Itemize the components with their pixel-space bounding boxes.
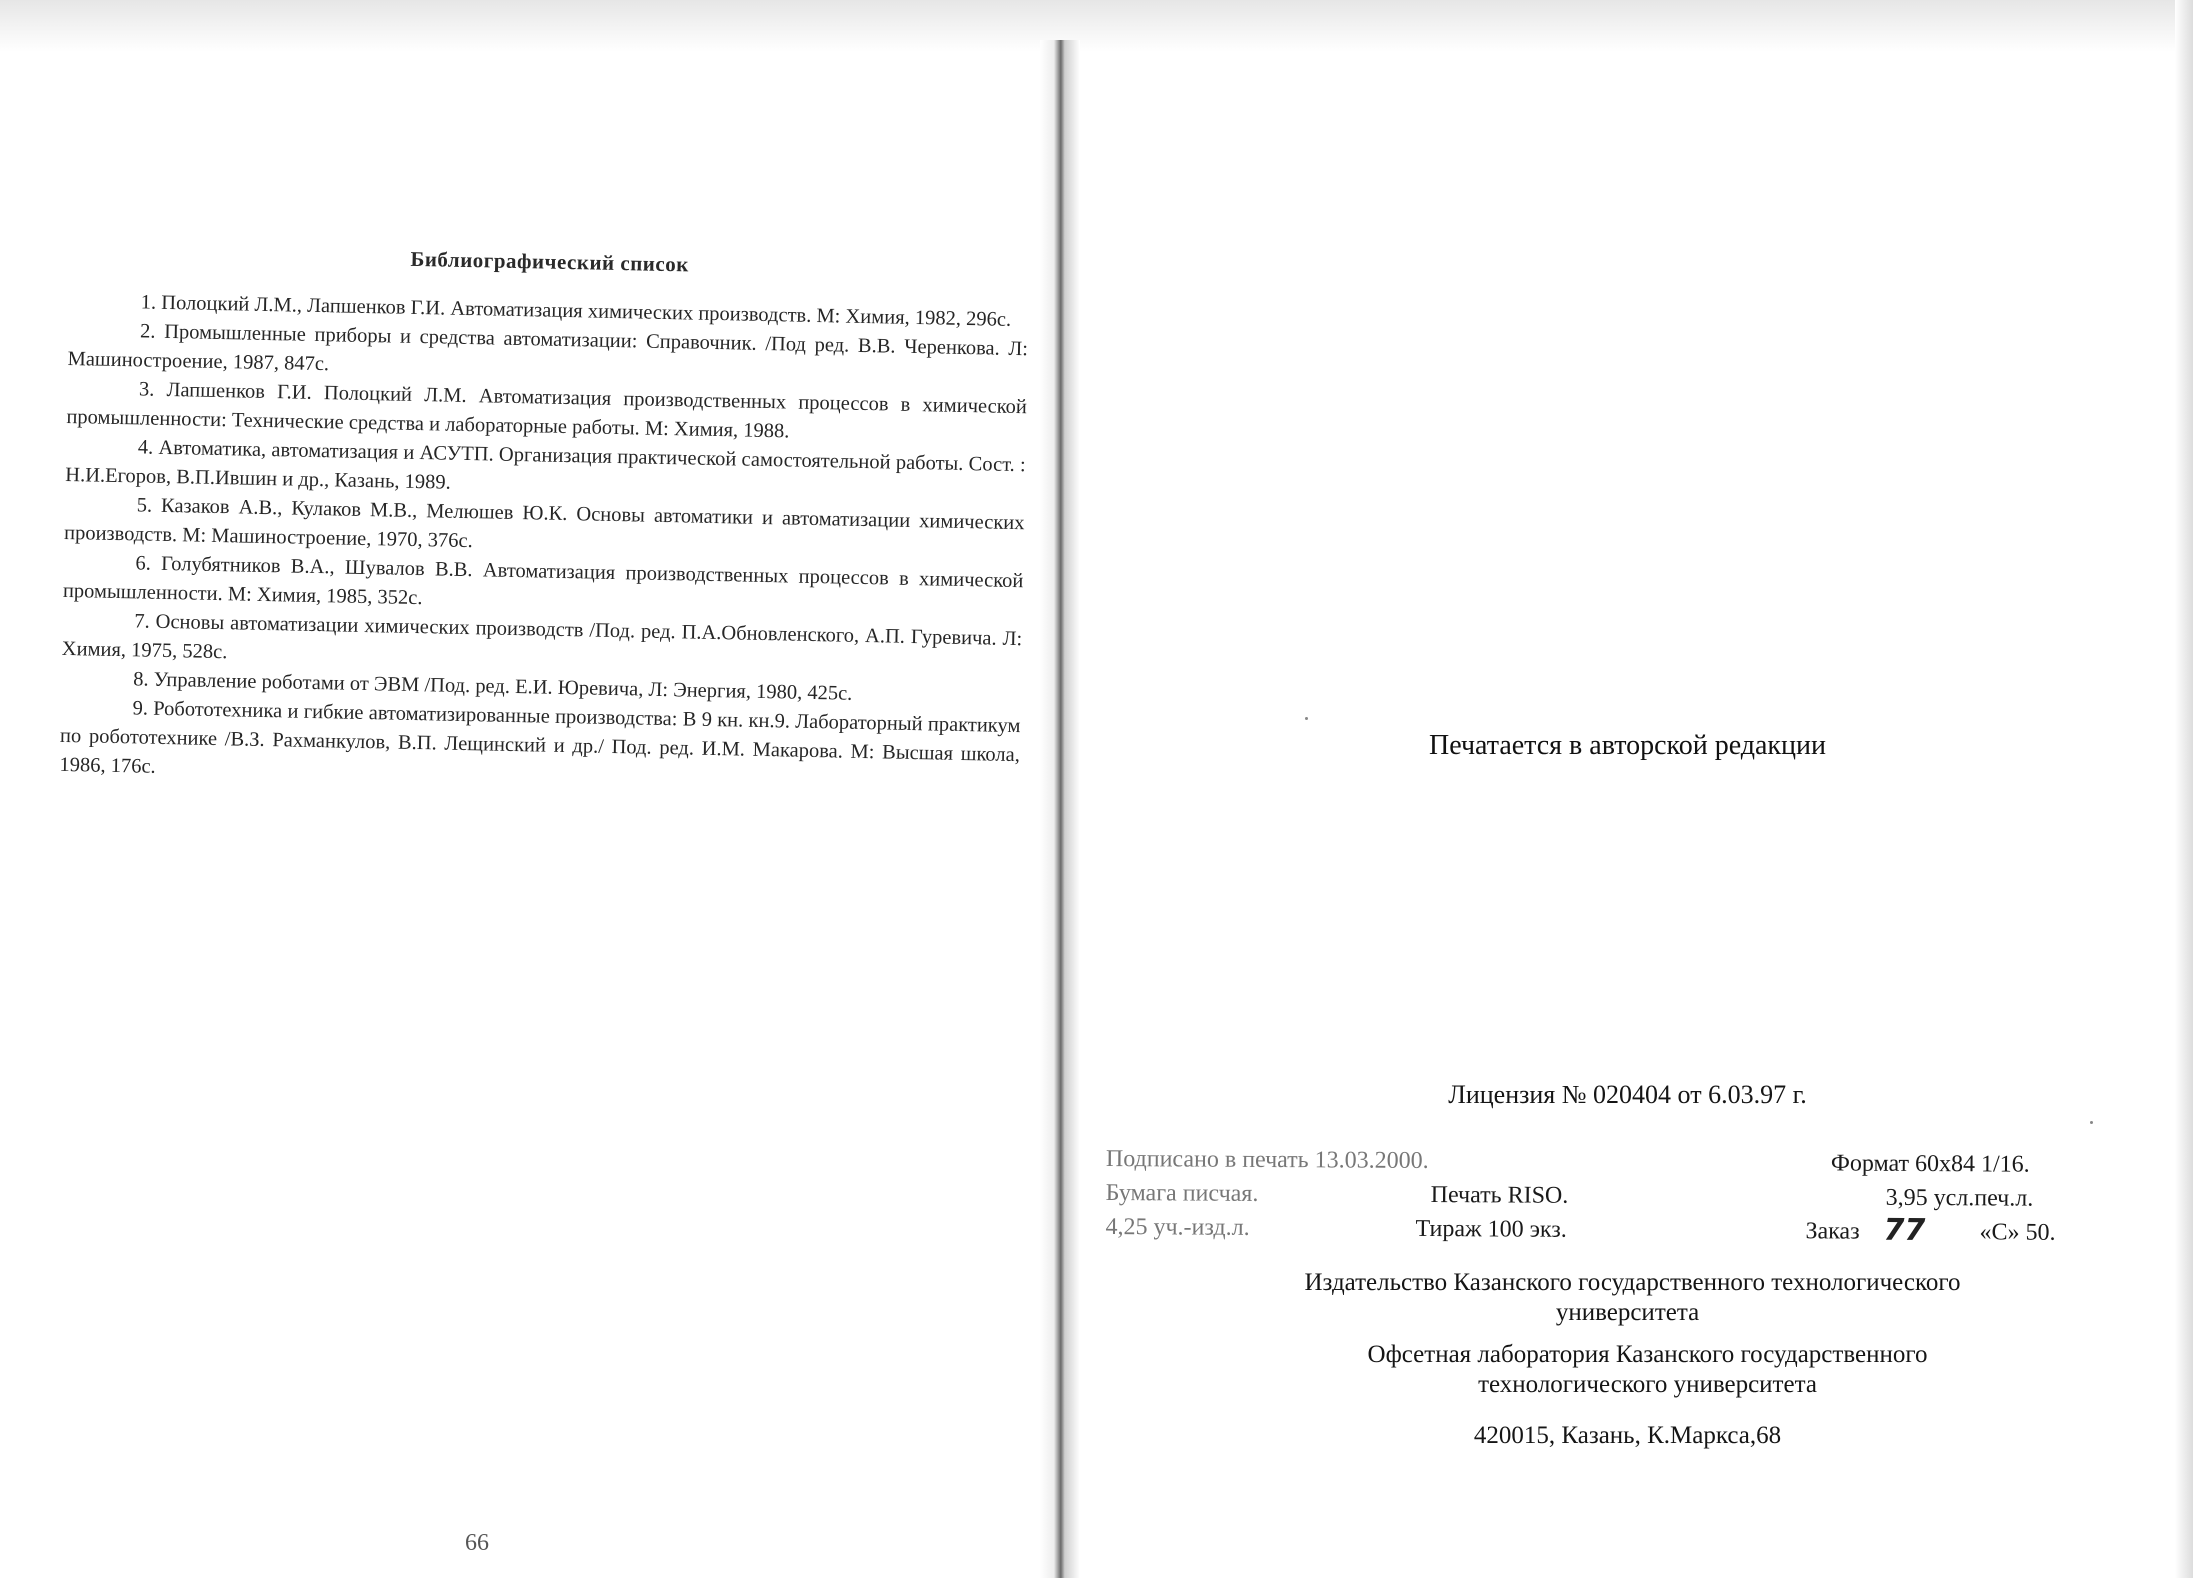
- scan-top-edge: [0, 0, 2193, 52]
- scan-right-edge: [2175, 0, 2193, 1578]
- paper-type: Бумага писчая.: [1105, 1179, 1259, 1207]
- imprint-row: [1105, 1214, 2105, 1254]
- right-page: [1080, 50, 2175, 1578]
- lab-line: технологического университета: [1478, 1371, 1817, 1398]
- lab-line: Офсетная лаборатория Казанского государственного: [1367, 1341, 1928, 1368]
- order-label: Заказ: [1805, 1218, 1860, 1245]
- publisher-line: университета: [1555, 1299, 1700, 1326]
- publisher-sheets: 4,25 уч.-изд.л.: [1105, 1213, 1250, 1241]
- license-line: Лицензия № 020404 от 6.03.97 г.: [1448, 1080, 1807, 1109]
- paper-format: Формат 60х84 1/16.: [1830, 1150, 2030, 1178]
- bibliography-section: [59, 240, 1030, 799]
- author-edition-note: Печатается в авторской редакции: [1429, 730, 1826, 761]
- circulation: Тираж 100 экз.: [1415, 1215, 1567, 1243]
- bibliography-list: [59, 287, 1029, 799]
- reference-item: 5. Казаков А.В., Кулаков М.В., Мелюшев Ю.К. Основы автоматики и автоматизации химических производств. М: Машиностроение, 1970, 376с.: [63, 494, 1025, 553]
- reference-item: 2. Промышленные приборы и средства автоматизации: Справочник. /Под ред. В.В. Черенкова. Л: Машиностроение, 1987, 847с.: [67, 320, 1029, 376]
- reference-item: 3. Лапшенков Г.И. Полоцкий Л.М. Автоматизация производственных процессов в химической промышленности: Технические средства и лабораторные работы. М: Химия, 1988.: [66, 378, 1028, 443]
- order-number-handwritten: 77: [1883, 1212, 1926, 1249]
- reference-item: 1. Полоцкий Л.М., Лапшенков Г.И. Автоматизация химических производств. М: Химия, 1982, 296с.: [140, 291, 1012, 331]
- left-page: [50, 50, 1040, 1578]
- reference-item: 6. Голубятников В.А., Шувалов В.В. Автоматизация производственных процессов в химической промышленности. М: Химия, 1985, 352с.: [62, 552, 1024, 610]
- signed-date: Подписано в печать 13.03.2000.: [1105, 1146, 1429, 1174]
- colophon: [1080, 50, 2175, 1578]
- publisher-block: [1080, 1268, 2175, 1328]
- print-method: Печать RISO.: [1430, 1181, 1569, 1209]
- page-number: 66: [465, 1530, 489, 1556]
- reference-item: 9. Робототехника и гибкие автоматизированные производства: В 9 кн. кн.9. Лабораторный практикум по робототехнике /В.З. Рахманкулов, В.П. Лещинский и др./ Под. ред. И.М. Макарова. М: Высшая школа, 1986, 176с.: [59, 697, 1021, 778]
- reference-item: 8. Управление роботами от ЭВМ /Под. ред. Е.И. Юревича, Л: Энергия, 1980, 425с.: [132, 668, 853, 705]
- price-code: «С» 50.: [1979, 1219, 2056, 1246]
- scan-dust-speck: [1305, 717, 1308, 720]
- imprint-block: [1105, 1146, 2106, 1254]
- book-spine: [1040, 40, 1080, 1578]
- printed-sheets: 3,95 усл.печ.л.: [1885, 1184, 2034, 1212]
- reference-item: 4. Автоматика, автоматизация и АСУТП. Организация практической самостоятельной работы. Сост. : Н.И.Егоров, В.П.Ившин и др., Казань, 1989.: [65, 436, 1026, 494]
- bibliography-title: Библиографический список: [410, 246, 690, 277]
- offset-lab-block: [1080, 1340, 2175, 1400]
- publisher-address: 420015, Казань, К.Маркса,68: [1473, 1422, 1782, 1449]
- publisher-line: Издательство Казанского государственного технологического: [1304, 1269, 1961, 1296]
- reference-item: 7. Основы автоматизации химических производств /Под. ред. П.А.Обновленского, А.П. Гуревича. Л: Химия, 1975, 528с.: [61, 610, 1023, 664]
- scan-dust-speck: [2090, 1121, 2093, 1124]
